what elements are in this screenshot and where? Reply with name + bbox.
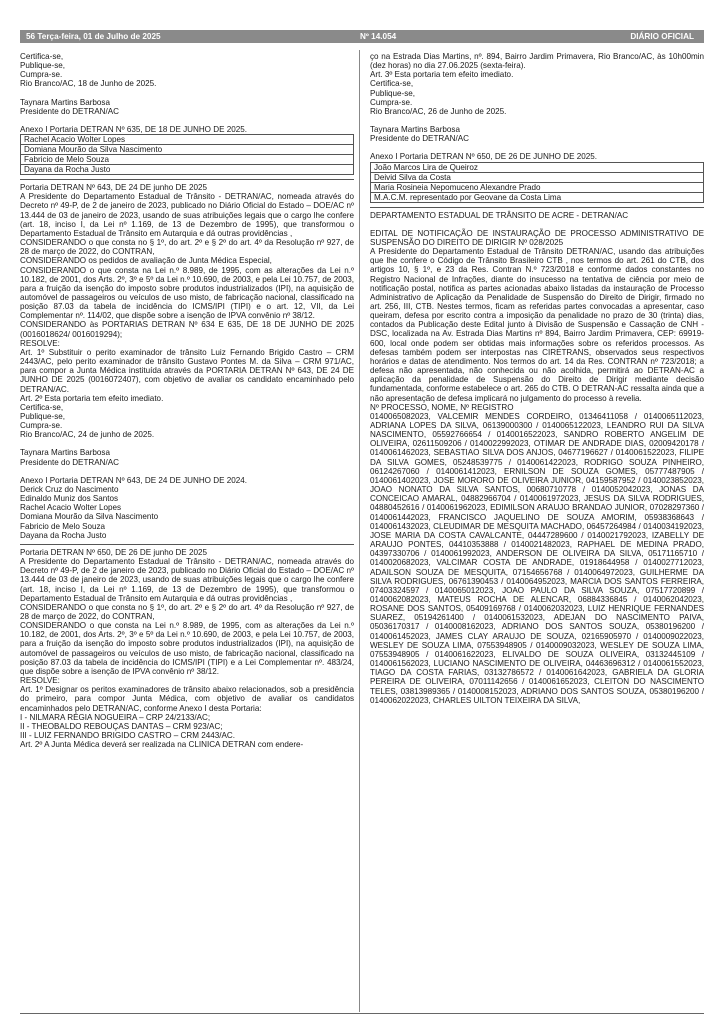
paragraph: CONSIDERANDO às PORTARIAS DETRAN Nº 634 E 635, DE 18 DE JUNHO DE 2025 (0016018624/ 0016019294); [20, 320, 354, 339]
paragraph: II - THEOBALDO REBOUÇAS DANTAS – CRM 923/AC; [20, 721, 223, 731]
table-row [371, 172, 704, 182]
edition-number: Nº 14.054 [360, 32, 397, 41]
paragraph: Art. 2º A Junta Médica deverá ser realizada na CLINICA DETRAN com endere- [20, 740, 304, 750]
signer-title: Presidente do DETRAN/AC [370, 134, 469, 144]
text-line: Certifica-se, [20, 52, 64, 61]
paragraph: Art. 2º Esta portaria tem efeito imediato. [20, 393, 164, 403]
annex-title: Anexo I Portaria DETRAN Nº 643, DE 24 DE JUNHO DE 2024. [20, 475, 247, 485]
paragraph: Art. 1º Substituir o perito examinador de trânsito Luiz Fernando Brigido Castro – CRM 2443/AC, pelo perito examinador de trânsito Gustavo Pontes M. da Silva – CRM 971/AC, para compor a Junta Médica instituída através da PORTARIA DETRAN Nº 643, DE 24 DE JUNHO DE 2025 (0016072407), com objetivo de avaliar os candidato encaminhado pelo DETRAN/AC. [20, 347, 354, 394]
page-bottom-rule [20, 1013, 704, 1014]
table-cell: Rachel Acacio Wolter Lopes [21, 135, 354, 145]
list-item: Rachel Acacio Wolter Lopes [20, 503, 122, 513]
paragraph: CONSIDERANDO os pedidos de avaliação de Junta Médica Especial, [20, 256, 272, 266]
annex-title: Anexo I Portaria DETRAN Nº 635, DE 18 DE JUNHO DE 2025. [20, 124, 247, 134]
paragraph: Rio Branco/AC, 26 de Junho de 2025. [370, 106, 507, 116]
section-divider [20, 179, 354, 180]
paragraph: Art. 3º Esta portaria tem efeito imediato. [370, 70, 514, 80]
section-divider [370, 207, 704, 208]
list-item: Derick Cruz do Nascimento [20, 484, 119, 494]
annex-table-650 [370, 162, 704, 203]
table-cell: Dayana da Rocha Justo [21, 165, 354, 175]
text-line: Publique-se, [20, 61, 65, 71]
left-column [20, 52, 354, 1012]
paragraph: Publique-se, [370, 88, 415, 98]
page-number-date: 56 Terça-feira, 01 de Julho de 2025 [26, 32, 161, 41]
paragraph: Rio Branco/AC, 24 de junho de 2025. [20, 430, 155, 440]
list-item: Edinaldo Muniz dos Santos [20, 494, 119, 504]
signature-1 [20, 98, 354, 116]
annex-list-643 [20, 485, 354, 540]
paragraph: Cumpra-se. [20, 421, 63, 431]
table-row [371, 162, 704, 172]
table-cell: João Marcos Lira de Queiroz [371, 162, 704, 172]
table-row [21, 145, 354, 155]
signer-title: Presidente do DETRAN/AC [20, 106, 119, 116]
process-list: 0140065082023, VALCEMIR MENDES CORDEIRO, 01346411058 / 0140065112023, ADRIANA LOPES DA SILVA, 06139000300 / 0140065122023, LEANDRO RUI DA SILVA NASCIMENTO, 05592766654 / 0140016522023, SANDRO ROBERTO ANGELIM DE OLIVEIRA, 02611509206 / 0140022992023, OTIMAR DE ANDRADE DIAS, 02009420178 / 0140061462023, SEBASTIAO SILVA DOS ANJOS, 04677196627 / 0140061522023, FILIPE DA SILVA GOMES, 05248539775 / 0140061422023, RODRIGO SOUZA PINHEIRO, 06124267060 / 0140061412023, ERNILSON DE SOUZA GOMES, 05777487905 / 0140061402023, JOSE MORORO DE OLIVEIRA JUNIOR, 04159587952 / 0140023852023, JOAO NONATO DA SILVA SANTOS, 00680710778 / 0140052042023, JONAS DA CONCEICAO AMARAL, 04882966704 / 0140061972023, JESUS DA SILVA RODRIGUES, 04880452616 / 0140061962023, EDIMILSON ARAUJO BRANDAO JUNIOR, 07028297360 / 0140061442023, FRANCISCO JAQUELINO DE SOUZA AMORIM, 05938368643 / 0140061432023, CLEUDIMAR DE MESQUITA MACHADO, 06457264984 / 0140034192023, JOSE MARIA DA COSTA CAVALCANTE, 04447289600 / 0140021792023, IZABELLY DE ARAUJO PONTES, 04410353888 / 0140021482023, RAPHAEL DE MEDINA PRADO, 04397330706 / 0140061992023, ANDERSON DE OLIVEIRA DA SILVA, 05171165710 / 0140020682023, VALCIMAR COSTA DE ANDRADE, 01918644958 / 0140027712023, ADAILSON SOUZA DE MESQUITA, 07154656768 / 0140064972023, GUILHERME DA SILVA RODRIGUES, 06761390453 / 0140064952023, MARCIA DOS SANTOS FERREIRA, 07403324597 / 0140065012023, JOAO PAULO DA SILVA SOUZA, 07517720899 / 0140062082023, MATEUS ROCHA DE ALENCAR, 06884336845 / 0140062042023, ROSANE DOS SANTOS, 05409169768 / 0140062032023, LUIZ HENRIQUE FERNANDES SUAREZ, 05194261400 / 0140061532023, ADEJAN DO NASCIMENTO PAIVA, 05036170317 / 0140008162023, ADRIANO DOS SANTOS SOUZA, 05380196200 / 0140061452023, JAMES CLAY ARAUJO DE SOUZA, 02165905970 / 0140009022023, WESLEY DE SOUZA LIMA, 07553948905 / 0140009032023, WESLEY DE SOUZA LIMA, 07553948905 / 0140061622023, ELIVALDO DE SOUZA OLIVEIRA, 03132445109 / 0140061562023, LUCIANO NASCIMENTO DE OLIVEIRA, 04463696312 / 0140061552023, TIAGO DA COSTA FARIAS, 03132786572 / 0140061642023, GABRIELA DA GLORIA PEREIRA DE OLIVEIRA, 07011142656 / 0140061652023, CLEITON DO NASCIMENTO TELES, 03813989365 / 0140008152023, ADRIANO DOS SANTOS SOUZA, 05380196200 / 0140062022023, CHARLES UILTON TEIXEIRA DA SILVA, [370, 411, 704, 705]
paragraph: RESOLVE: [20, 338, 60, 348]
edital-title: EDITAL DE NOTIFICAÇÃO DE INSTAURAÇÃO DE PROCESSO ADMINISTRATIVO DE SUSPENSÃO DO DIREITO DE DIRIGIR Nº 028/2025 [370, 228, 704, 247]
annex-table-635 [20, 134, 354, 175]
paragraph: CONSIDERANDO o que consta no § 1º, do art. 2º e § 2º do art. 4º da Resolução nº 927, de 28 de março de 2022, do CONTRAN, [20, 602, 354, 621]
table-row [371, 192, 704, 202]
paragraph: CONSIDERANDO o que consta no § 1º, do art. 2º e § 2º do art. 4º da Resolução nº 927, de 28 de março de 2022, do CONTRAN, [20, 238, 354, 257]
portaria-title: Portaria DETRAN Nº 643, DE 24 DE junho DE 2025 [20, 183, 207, 193]
paragraph: A Presidente do Departamento Estadual de Trânsito - DETRAN/AC, nomeada através do Decreto nº 49-P, de 2 de janeiro de 2023, publicado no Diário Oficial do Estado – DOE/AC nº 13.444 de 03 de janeiro de 2023, usando de suas atribuições legais que o cargo lhe confere (art. 18, inciso I, da Lei nº 1.169, de 13 de Dezembro de 1995), que transformou o Departamento Estadual de Trânsito em Autarquia e dá outras providências , [20, 192, 354, 238]
list-header: Nº PROCESSO, NOME, Nº REGISTRO [370, 402, 514, 412]
portaria-650-continued [370, 52, 704, 116]
paragraph: Certifica-se, [370, 79, 414, 89]
paragraph: ço na Estrada Dias Martins, nº. 894, Bairro Jardim Primavera, Rio Branco/AC, às 10h00min (dez horas) no dia 27.06.2025 (sexta-feira). [370, 52, 704, 71]
table-cell: Deivid Silva da Costa [371, 172, 704, 182]
paragraph: Cumpra-se. [370, 97, 413, 107]
paragraph: CONSIDERANDO o que consta na Lei n.º 8.989, de 1995, com as alterações da Lei n.º 10.182, de 2001, dos Arts. 2º, 3º e 5º da Lei n.º 10.690, de 2003, e pela Lei 10.757, de 2003, para a fruição da isenção do imposto sobre produtos industrializados (IPI), na aquisição de automóvel de passageiros ou veículos de uso misto, de fabricação nacional, classificado na posição 87.03 da tabela de incidência do ICMS/IPI (TIPI) e o art. 12, VII, da Lei Complementar nº. 114/02, que dispõe sobre a isenção de IPVA convênio nº 38/12. [20, 265, 354, 321]
annex-title: Anexo I Portaria DETRAN Nº 650, DE 26 DE JUNHO DE 2025. [370, 152, 597, 162]
paragraph: A Presidente do Departamento Estadual de Trânsito - DETRAN/AC, nomeada através do Decreto nº 49-P, de 2 de janeiro de 2023, publicado no Diário Oficial do Estado – DOE/AC nº 13.444 de 03 de janeiro de 2023, usando de suas atribuições legais que o cargo lhe confere (art. 18, inciso I, da Lei nº 1.169, de 13 de Dezembro de 1995), que transformou o Departamento Estadual de Trânsito em Autarquia e dá outras providências , [20, 557, 354, 603]
table-cell: Fabricio de Melo Souza [21, 155, 354, 165]
text-line: Rio Branco/AC, 18 de Junho de 2025. [20, 79, 157, 89]
paragraph: Certifica-se, [20, 402, 64, 412]
paragraph: III - LUIZ FERNANDO BRIGIDO CASTRO – CRM 2443/AC. [20, 731, 235, 740]
list-item: Fabricio de Melo Souza [20, 521, 106, 531]
table-row [21, 165, 354, 175]
edital-body: A Presidente do Departamento Estadual de Trânsito DETRAN/AC, usando das atribuições que lhe confere o Código de Trânsito Brasileiro CTB , nos termos do art. 261 do CTB, dos artigos 10, § 1º, e 23 da Res. Contran N.º 723/2018 e conforme dados constantes no Registro Nacional de Infrações, diante do insucesso na tentativa de ciência por meio de notificação postal, notifica as partes acionadas abaixo listadas da instauração de Processo Administrativo de Aplicação da Penalidade de Suspensão do Direito de Dirigir, firmado no art. 256, III, CTB. Nestes termos, ficam as referidas partes convocadas a apresentar, caso queiram, defesa por escrito contra a imposição da penalidade no prazo de 30 (trinta) dias, contados da Publicação deste Edital junto à Divisão de Suspensão e Cassação de CNH - DSC, localizada na Av. Estrada Dias Martins nº 894, Bairro Jardim Primavera, CEP: 69919-600, local onde podem ser obtidas mais informações sobre os referidos processos. As defesas também podem ser interpostas nas CIRETRANS, observados seus respectivos horários e datas de atendimento. Nos termos do art. 14 da Res. CONTRAN nº 723/2018; a defesa não apresentada, não conhecida ou não acolhida, permitirá ao DETRAN-AC a aplicação da penalidade de Suspensão do Direito de Dirigir mediante decisão fundamentada, conforme estabelece o art. 265 do CTB. O DETRAN-AC ressalta ainda que a não apresentação de defesa implicará no julgamento do processo à revelia. [370, 247, 704, 403]
text-line: Cumpra-se. [20, 70, 63, 80]
portaria-650 [20, 548, 354, 749]
right-column [370, 52, 704, 1012]
paragraph: CONSIDERANDO o que consta na Lei n.º 8.989, de 1995, com as alterações da Lei n.º 10.182, de 2001, dos Arts. 2º, 3º e 5º da Lei n.º 10.690, de 2003, e pela Lei 10.757, de 2003, para a fruição da isenção do imposto sobre produtos industrializados (IPI), na aquisição de automóvel de passageiros ou veículos de uso misto, de fabricação nacional, classificado na posição 87.03 da tabela de incidência do ICMS/IPI (TIPI) e a Lei Complementar nº. 483/24, que dispõe sobre a isenção de IPVA convênio nº 38/12. [20, 621, 354, 676]
signer-name: Taynara Martins Barbosa [20, 448, 110, 458]
publication-title: DIÁRIO OFICIAL [630, 32, 694, 41]
paragraph: I - NILMARA RÉGIA NOGUEIRA – CRP 24/2133/AC; [20, 712, 211, 722]
table-cell: Domiana Mourão da Silva Nascimento [21, 145, 354, 155]
column-divider [359, 50, 360, 1012]
portaria-title: Portaria DETRAN Nº 650, DE 26 DE junho DE 2025 [20, 547, 207, 557]
table-row [21, 155, 354, 165]
signature-3 [370, 125, 704, 143]
list-item: Domiana Mourão da Silva Nascimento [20, 512, 159, 522]
table-cell: M.A.C.M. representado por Geovane da Costa Lima [371, 192, 704, 202]
paragraph: Publique-se, [20, 412, 65, 421]
table-cell: Maria Rosineia Nepomuceno Alexandre Prado [371, 182, 704, 192]
signer-title: Presidente do DETRAN/AC [20, 457, 119, 467]
list-item: Dayana da Rocha Justo [20, 530, 107, 540]
department-heading: DEPARTAMENTO ESTADUAL DE TRÂNSITO DE ACRE - DETRAN/AC [370, 210, 629, 220]
signer-name: Taynara Martins Barbosa [370, 125, 460, 135]
table-row [21, 135, 354, 145]
paragraph: Art. 1º Designar os peritos examinadores de trânsito abaixo relacionados, sob a presidência do primeiro, para compor Junta Médica, com objetivo de avaliar os candidatos encaminhados pelo DETRAN/AC, conforme Anexo I desta Portaria: [20, 685, 354, 713]
signature-2 [20, 448, 354, 466]
page-header-bar [20, 30, 704, 43]
portaria-643 [20, 183, 354, 439]
table-row [371, 182, 704, 192]
paragraph: RESOLVE: [20, 676, 60, 686]
section-divider [20, 544, 354, 545]
closing-block-1 [20, 52, 354, 89]
signer-name: Taynara Martins Barbosa [20, 97, 110, 107]
